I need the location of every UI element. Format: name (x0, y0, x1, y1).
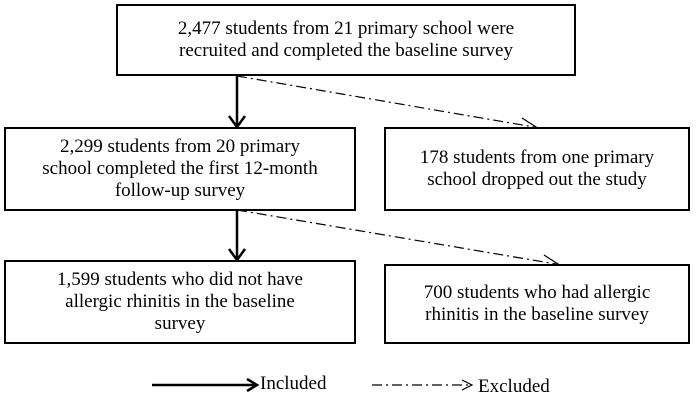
baseline-box-text: 2,477 students from 21 primary school were recruited and completed the baseline survey (177, 18, 515, 61)
baseline-box (116, 4, 576, 76)
no-rhinitis-box-text: 1,599 students who did not have allergic rhinitis in the baseline survey (57, 269, 303, 334)
excluded-arrow-1 (237, 76, 534, 127)
followup-box-text: 2,299 students from 20 primary school completed the first 12-month follow-up survey (42, 136, 318, 201)
excluded-arrow-2 (237, 210, 556, 264)
no-rhinitis-box (4, 260, 356, 344)
legend-included-label: Included (260, 373, 327, 394)
dropped-box-text: 178 students from one primary school dropped out the study (419, 147, 655, 190)
dropped-box (384, 127, 690, 211)
had-rhinitis-box (384, 264, 690, 344)
had-rhinitis-box-text: 700 students who had allergic rhinitis in the baseline survey (423, 282, 651, 325)
legend-excluded-label: Excluded (478, 376, 550, 397)
followup-box (4, 127, 356, 211)
